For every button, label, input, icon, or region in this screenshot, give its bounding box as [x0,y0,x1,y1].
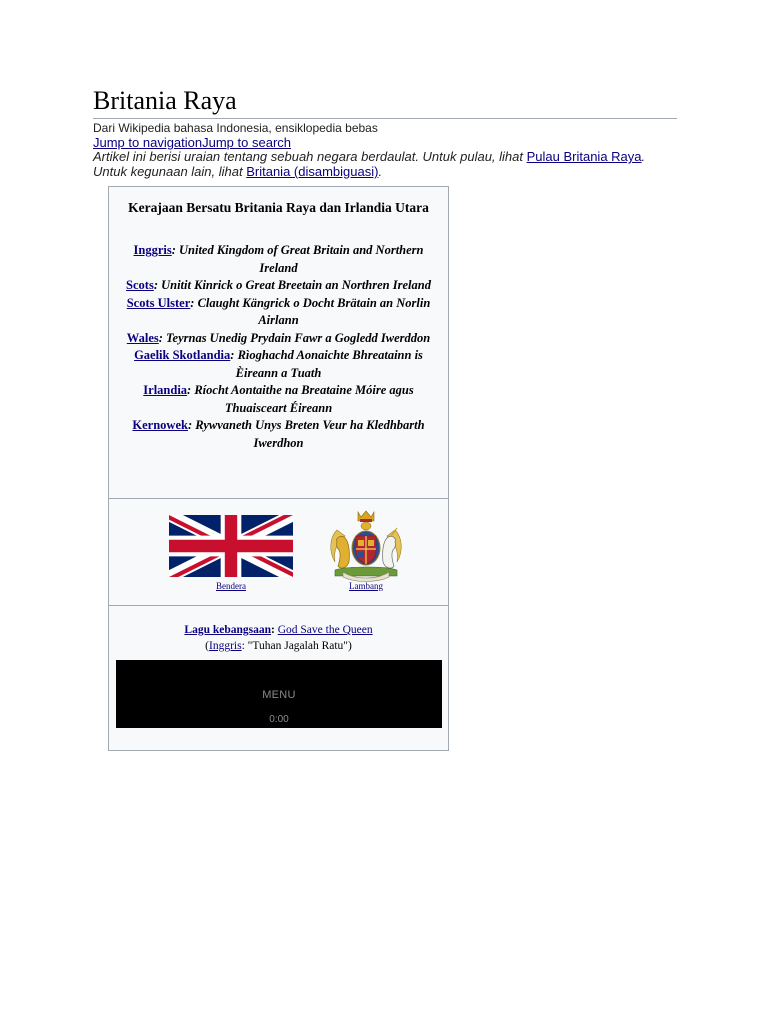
infobox [108,186,449,751]
native-name-item [113,382,444,417]
name-separator: : [230,348,238,362]
native-name-item [113,347,444,382]
player-time-display: 0:00 [269,714,289,725]
coat-of-arms-image[interactable] [325,508,407,584]
name-separator: : [187,418,196,432]
anthem-label-link[interactable]: Lagu kebangsaan [184,624,272,636]
page-title: Britania Raya [93,84,677,119]
infobox-title: Kerajaan Bersatu Britania Raya dan Irlandia Utara [128,200,429,215]
infobox-symbols-section [109,498,448,606]
anthem-line [109,622,448,638]
hatnote-link-disambiguation[interactable]: Britania (disambiguasi) [246,164,379,179]
native-name-text: Unitit Kinrick o Great Breetain an Northren Ireland [161,278,431,292]
name-separator: : [158,330,167,345]
native-name-text: United Kingdom of Great Britain and Northern Ireland [179,243,424,275]
anthem-title-link[interactable]: God Save the Queen [277,624,373,636]
native-name-item [113,295,444,330]
language-link[interactable]: Wales [126,330,159,345]
site-tagline: Dari Wikipedia bahasa Indonesia, ensiklopedia bebas [93,121,378,135]
hatnote [93,149,693,179]
native-name-text: Claught Kängrick o Docht Brätain an Norlin Airlann [197,295,431,327]
audio-player[interactable] [116,660,442,728]
hatnote-text: Artikel ini berisi uraian tentang sebuah negara berdaulat. Untuk pulau, lihat [93,149,527,164]
infobox-anthem-section [109,605,448,752]
jump-to-search-link[interactable]: Jump to search [202,135,291,150]
flag-caption-link[interactable]: Bendera [216,581,246,591]
language-link[interactable]: Irlandia [143,383,188,397]
name-separator: : [187,383,195,397]
jump-to-navigation-link[interactable]: Jump to navigation [93,135,203,150]
native-name-text: Rywvaneth Unys Breten Veur ha Kledhbarth Iwerdhon [195,418,425,450]
union-flag-image[interactable] [169,515,293,577]
anthem-translation: "Tuhan Jagalah Ratu" [247,640,348,652]
native-name-text: Teyrnas Unedig Prydain Fawr a Gogledd Iwerddon [166,330,431,345]
anthem-colon: : [271,624,278,636]
language-link[interactable]: Kernowek [132,418,188,432]
native-name-item [113,417,444,452]
native-name-text: Ríocht Aontaithe na Breataine Móire agus Thuaisceart Éireann [194,383,414,415]
native-names-list [113,242,444,452]
native-name-item [113,277,444,295]
name-separator: : [153,278,162,292]
native-name-text: Rìoghachd Aonaichte Bhreatainn is Èireann a Tuath [235,348,423,380]
hatnote-text: Untuk kegunaan lain, lihat [93,164,247,179]
language-link[interactable]: Scots [126,278,154,292]
hatnote-link-pulau[interactable]: Pulau Britania Raya [526,149,642,164]
native-name-item [113,330,444,348]
native-name-item [113,242,444,277]
language-link[interactable]: Gaelik Skotlandia [134,348,231,362]
name-separator: : [171,243,179,257]
hatnote-text: . [641,149,646,164]
anthem-language-link[interactable]: Inggris [209,640,242,652]
anthem-translation-line: (Inggris: "Tuhan Jagalah Ratu") [205,640,352,652]
player-menu-button[interactable]: MENU [262,689,296,701]
jump-links [93,135,291,150]
name-separator: : [190,295,198,310]
language-link[interactable]: Scots Ulster [126,295,191,310]
language-link[interactable]: Inggris [133,243,172,257]
coat-of-arms-caption-link[interactable]: Lambang [349,581,383,591]
infobox-names-section [109,187,448,499]
hatnote-text: . [378,164,383,179]
